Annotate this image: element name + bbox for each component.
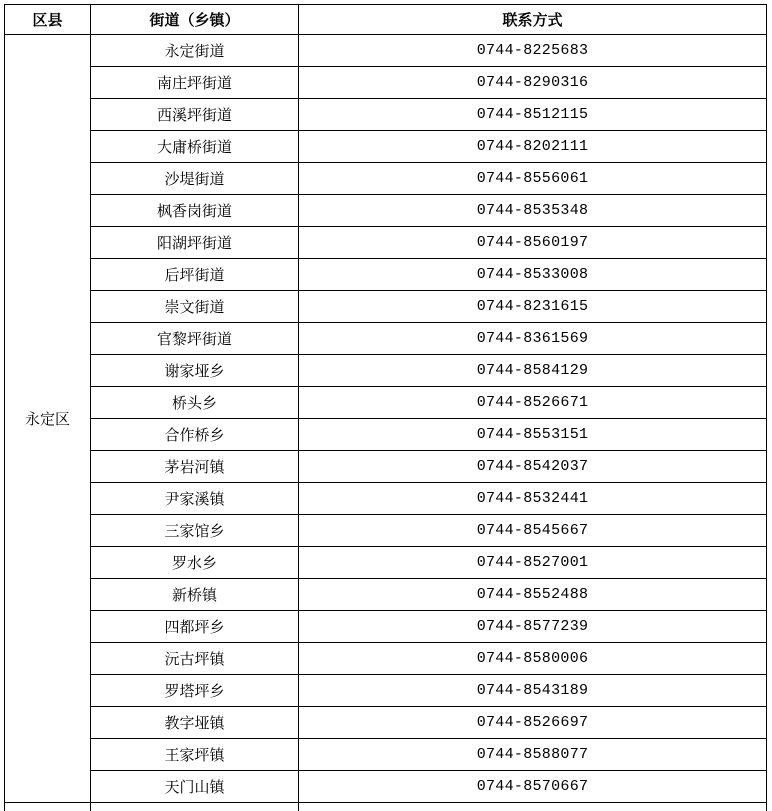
phone-cell: 0744-8542037 [299, 451, 767, 483]
phone-cell: 0744-8527001 [299, 547, 767, 579]
phone-cell: 0744-8580006 [299, 643, 767, 675]
empty-cell [91, 803, 299, 811]
table-row [5, 611, 767, 643]
table-row [5, 67, 767, 99]
street-cell: 合作桥乡 [91, 419, 299, 451]
contact-table [4, 4, 767, 811]
table-row [5, 675, 767, 707]
table-row [5, 451, 767, 483]
table-row [5, 195, 767, 227]
street-cell: 永定街道 [91, 35, 299, 67]
street-cell: 茅岩河镇 [91, 451, 299, 483]
table-row [5, 739, 767, 771]
table-row [5, 227, 767, 259]
street-cell: 罗水乡 [91, 547, 299, 579]
header-street: 街道（乡镇） [91, 5, 299, 35]
phone-cell: 0744-8535348 [299, 195, 767, 227]
phone-cell: 0744-8545667 [299, 515, 767, 547]
phone-cell: 0744-8543189 [299, 675, 767, 707]
street-cell: 官黎坪街道 [91, 323, 299, 355]
phone-cell: 0744-8553151 [299, 419, 767, 451]
empty-cell [5, 803, 91, 811]
empty-cell [299, 803, 767, 811]
street-cell: 桥头乡 [91, 387, 299, 419]
table-row [5, 419, 767, 451]
street-cell: 王家坪镇 [91, 739, 299, 771]
table-row [5, 355, 767, 387]
street-cell: 沅古坪镇 [91, 643, 299, 675]
street-cell: 谢家垭乡 [91, 355, 299, 387]
phone-cell: 0744-8556061 [299, 163, 767, 195]
table-row [5, 547, 767, 579]
street-cell: 沙堤街道 [91, 163, 299, 195]
phone-cell: 0744-8361569 [299, 323, 767, 355]
table-row [5, 131, 767, 163]
phone-cell: 0744-8533008 [299, 259, 767, 291]
header-row [5, 5, 767, 35]
table-row [5, 483, 767, 515]
table-row-partial [5, 803, 767, 811]
phone-cell: 0744-8584129 [299, 355, 767, 387]
street-cell: 阳湖坪街道 [91, 227, 299, 259]
table-row [5, 291, 767, 323]
street-cell: 枫香岗街道 [91, 195, 299, 227]
header-district: 区县 [5, 5, 91, 35]
header-contact: 联系方式 [299, 5, 767, 35]
phone-cell: 0744-8225683 [299, 35, 767, 67]
street-cell: 尹家溪镇 [91, 483, 299, 515]
phone-cell: 0744-8588077 [299, 739, 767, 771]
table-row [5, 707, 767, 739]
table-row [5, 323, 767, 355]
street-cell: 三家馆乡 [91, 515, 299, 547]
street-cell: 天门山镇 [91, 771, 299, 803]
street-cell: 新桥镇 [91, 579, 299, 611]
table-row [5, 579, 767, 611]
phone-cell: 0744-8570667 [299, 771, 767, 803]
table-row [5, 387, 767, 419]
table-row [5, 771, 767, 803]
table-row [5, 515, 767, 547]
street-cell: 崇文街道 [91, 291, 299, 323]
table-row [5, 163, 767, 195]
street-cell: 罗塔坪乡 [91, 675, 299, 707]
phone-cell: 0744-8202111 [299, 131, 767, 163]
table-row [5, 99, 767, 131]
street-cell: 四都坪乡 [91, 611, 299, 643]
street-cell: 大庸桥街道 [91, 131, 299, 163]
phone-cell: 0744-8577239 [299, 611, 767, 643]
phone-cell: 0744-8512115 [299, 99, 767, 131]
street-cell: 南庄坪街道 [91, 67, 299, 99]
street-cell: 西溪坪街道 [91, 99, 299, 131]
phone-cell: 0744-8526671 [299, 387, 767, 419]
phone-cell: 0744-8290316 [299, 67, 767, 99]
phone-cell: 0744-8526697 [299, 707, 767, 739]
street-cell: 后坪街道 [91, 259, 299, 291]
phone-cell: 0744-8552488 [299, 579, 767, 611]
table-row [5, 35, 767, 67]
phone-cell: 0744-8532441 [299, 483, 767, 515]
district-cell: 永定区 [5, 35, 91, 803]
table-body [5, 35, 767, 811]
phone-cell: 0744-8560197 [299, 227, 767, 259]
phone-cell: 0744-8231615 [299, 291, 767, 323]
street-cell: 教字垭镇 [91, 707, 299, 739]
table-row [5, 259, 767, 291]
table-row [5, 643, 767, 675]
